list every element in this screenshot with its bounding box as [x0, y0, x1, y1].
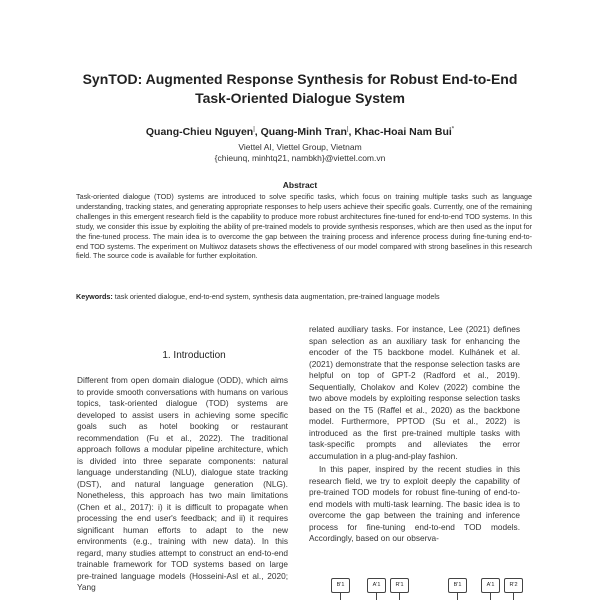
figure-arrow [399, 592, 400, 600]
paper-title [60, 70, 540, 108]
keywords-text: task oriented dialogue, end-to-end system, synthesis data augmentation, pre-trained language models [114, 292, 440, 301]
figure-box: R'1 [390, 578, 409, 593]
author-mark: | [346, 126, 349, 133]
title-line-2: Task-Oriented Dialogue System [195, 90, 405, 106]
body-paragraph: In this paper, inspired by the recent studies in this research field, we try to exploit deeply the capability of pre-trained TOD models for robust fine-tuning of end-to-end models with multi-task learning. The basic idea is to overcome the gap between the training and inference process for fine-tuning end-to-end TOD models. Accordingly, based on our observa- [309, 464, 520, 543]
figure-arrow [340, 592, 341, 600]
keywords-label: Keywords: [76, 292, 113, 301]
author-list: Quang-Chieu Nguyen|, Quang-Minh Tran|, Khac-Hoai Nam Bui* [145, 126, 455, 138]
figure-arrow [513, 592, 514, 600]
abstract-text: Task-oriented dialogue (TOD) systems are introduced to solve specific tasks, which focus on training multiple tasks such as language understanding, tracking states, and generating appropriate responses to help users achieve their specific goals. Currently, one of the remaining challenges in this emergent research field is the capability to produce more robust architectures fine-tuned for end-to-end TOD systems. In this study, we consider this issue by exploiting the ability of pre-trained models to provide synthesis responses, which are then used as the input for the fine-tuned process. The main idea is to overcome the gap between the training process and inference process during fine-tuning end-to-end TOD systems. The experiment on Multiwoz datasets shows the effectiveness of our model compared with strong baselines in this research field. The source code is available for further exploitation. [76, 192, 532, 261]
section-heading-introduction: 1. Introduction [162, 350, 226, 361]
affiliation: Viettel AI, Viettel Group, Vietnam [238, 142, 362, 152]
figure-box: R'2 [504, 578, 523, 593]
author-name: Khac-Hoai Nam Bui [354, 126, 452, 138]
author-name: Quang-Minh Tran [260, 126, 347, 138]
figure-arrow [376, 592, 377, 600]
figure-arrow [490, 592, 491, 600]
figure-fragment [309, 574, 525, 600]
figure-box: A'1 [481, 578, 500, 593]
keywords [76, 292, 532, 302]
figure-arrow [457, 592, 458, 600]
author-emails: {chieunq, minhtq21, nambkh}@viettel.com.vn [214, 152, 386, 163]
author-name: Quang-Chieu Nguyen [145, 126, 254, 138]
intro-paragraph: Different from open domain dialogue (ODD), which aims to provide smooth conversations with humans on various topics, task-oriented dialogue (TOD) systems are developed to assist users in achieving some specific goals such as hotel booking or restaurant recommendation (Fu et al., 2022). The traditional approach follows a modular pipeline architecture, which is divided into three separate components: natural language understanding (NLU), dialogue state tracking (DST), and natural language generation (NLG). Nonetheless, this approach has two main limitations (Chen et al., 2017): i) it is difficult to propagate when processing the end user's feedback; and ii) it requires significant human efforts to adapt to the new environments (e.g., training with new data). In this regard, many studies attempt to construct an end-to-end trainable framework for TOD systems based on large pre-trained language models (Hosseini-Asl et al., 2020; Yang [77, 375, 288, 592]
right-column [309, 324, 520, 570]
figure-box: B'1 [331, 578, 350, 593]
author-mark: | [253, 126, 255, 133]
body-paragraph: related auxiliary tasks. For instance, Lee (2021) defines span selection as an auxiliary task for enhancing the encoder of the T5 backbone model. Kulhánek et al. (2021) demonstrate that the response selection tasks are helpful on top of GPT-2 (Radford et al., 2019). Sequentially, Cholakov and Kolev (2022) combine the two above models by exploiting response selection tasks based on the T5 (Raffel et al., 2020) as the backbone model. Furthermore, PPTOD (Su et al., 2022) is introduced as the first pre-trained multiple tasks with task-specific prompts and alleviates the error accumulation in a plug-and-play fashion. [309, 324, 520, 461]
author-mark: * [451, 126, 455, 133]
left-column [77, 375, 288, 600]
affiliation-block [60, 142, 540, 163]
abstract-heading: Abstract [282, 180, 318, 190]
title-line-1: SynTOD: Augmented Response Synthesis for Robust End-to-End [82, 71, 518, 87]
figure-box: B'1 [448, 578, 467, 593]
figure-box: A'1 [367, 578, 386, 593]
